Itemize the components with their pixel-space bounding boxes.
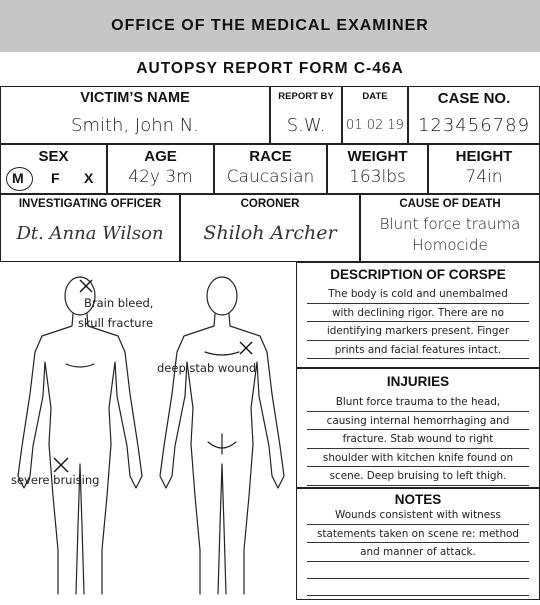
- injuries-text: [307, 393, 529, 486]
- report-by-value: S.W.: [286, 115, 326, 136]
- injuries-line: Blunt force trauma to the head,: [307, 393, 529, 412]
- age-value: 42y 3m: [128, 167, 193, 187]
- sex-label: SEX: [38, 148, 69, 165]
- race-cell: [214, 144, 327, 194]
- form-title: AUTOPSY REPORT FORM C-46A: [136, 60, 404, 77]
- coroner-cell: [180, 194, 360, 262]
- cause-of-death-cell: [360, 194, 540, 262]
- sex-cell: [0, 144, 107, 194]
- body-diagram: [0, 264, 296, 600]
- age-label: AGE: [144, 148, 177, 165]
- officer-signature: Dt. Anna Wilson: [16, 223, 164, 244]
- notes-blank-line: [307, 595, 529, 596]
- report-by-label: REPORT BY: [278, 91, 334, 102]
- injuries-line: shoulder with kitchen knife found on: [307, 449, 529, 468]
- description-line: The body is cold and unembalmed: [307, 285, 529, 304]
- description-line: identifying markers present. Finger: [307, 322, 529, 341]
- notes-panel: [296, 488, 540, 600]
- notes-line: and manner of attack.: [307, 543, 529, 562]
- body-outline-svg: [0, 264, 296, 600]
- investigating-officer-cell: [0, 194, 180, 262]
- victim-name-label: VICTIM’S NAME: [80, 90, 190, 106]
- race-label: RACE: [249, 148, 292, 165]
- height-value: 74in: [465, 167, 503, 187]
- race-value: Caucasian: [226, 167, 315, 187]
- injuries-line: fracture. Stab wound to right: [307, 430, 529, 449]
- coroner-signature: Shiloh Archer: [203, 222, 337, 244]
- description-label: DESCRIPTION OF CORSPE: [330, 267, 506, 282]
- date-label: DATE: [362, 91, 388, 102]
- injuries-line: scene. Deep bruising to left thigh.: [307, 467, 529, 486]
- office-header: OFFICE OF THE MEDICAL EXAMINER: [0, 0, 540, 52]
- description-line: prints and facial features intact.: [307, 341, 529, 360]
- injuries-line: causing internal hemorrhaging and: [307, 412, 529, 431]
- case-no-label: CASE NO.: [437, 90, 511, 107]
- notes-label: NOTES: [394, 492, 442, 507]
- victim-name-cell: [0, 86, 270, 144]
- cause-value-line2: Homocide: [412, 236, 488, 254]
- sex-option-x: X: [84, 170, 94, 186]
- age-cell: [107, 144, 214, 194]
- coroner-label: CORONER: [240, 198, 300, 210]
- notes-text: [307, 506, 529, 562]
- weight-value: 163lbs: [349, 167, 406, 187]
- description-text: [307, 285, 529, 359]
- notes-line: statements taken on scene re: method: [307, 525, 529, 544]
- cause-value-line1: Blunt force trauma: [379, 215, 521, 233]
- description-panel: [296, 262, 540, 368]
- officer-label: INVESTIGATING OFFICER: [18, 198, 162, 210]
- weight-cell: [327, 144, 428, 194]
- notes-line: Wounds consistent with witness: [307, 506, 529, 525]
- sex-option-m: M: [12, 170, 24, 186]
- injuries-label: INJURIES: [386, 374, 450, 389]
- description-line: with declining rigor. There are no: [307, 304, 529, 323]
- report-by-cell: [270, 86, 342, 144]
- case-no-cell: [408, 86, 540, 144]
- cause-label: CAUSE OF DEATH: [399, 198, 501, 210]
- annotation-head-line1: Brain bleed,: [84, 296, 154, 310]
- injuries-panel: [296, 368, 540, 488]
- notes-blank-line: [307, 578, 529, 579]
- height-cell: [428, 144, 540, 194]
- date-value: 01 02 19: [346, 118, 404, 133]
- annotation-shoulder: deep stab wound: [157, 361, 257, 375]
- weight-label: WEIGHT: [347, 148, 408, 165]
- date-cell: [342, 86, 408, 144]
- case-no-value: 123456789: [417, 115, 531, 136]
- victim-name-value: Smith, John N.: [71, 115, 199, 136]
- sex-option-f: F: [51, 170, 60, 186]
- height-label: HEIGHT: [455, 148, 513, 165]
- annotation-thigh: severe bruising: [11, 473, 100, 487]
- annotation-head-line2: skull fracture: [78, 316, 154, 330]
